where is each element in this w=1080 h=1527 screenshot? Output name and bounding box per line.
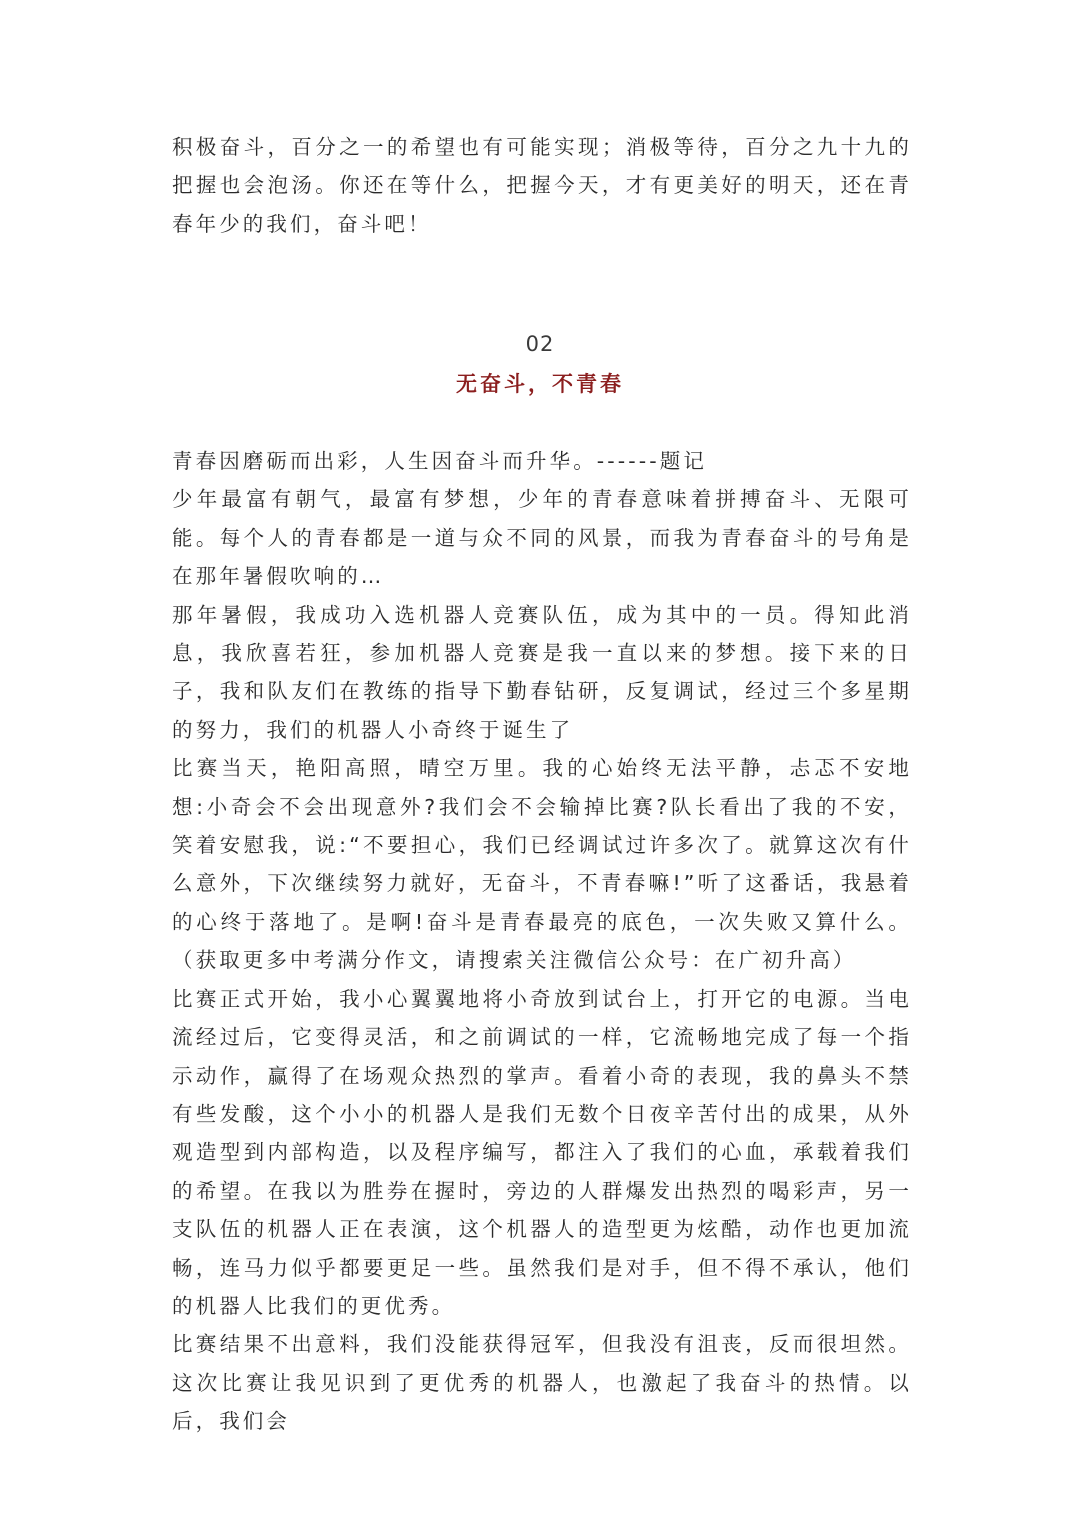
intro-paragraph: 积极奋斗，百分之一的希望也有可能实现；消极等待，百分之九十九的把握也会泡汤。你还在等什么，把握今天，才有更美好的明天，还在青春年少的我们，奋斗吧！ [172,135,912,236]
body-paragraph: 少年最富有朝气，最富有梦想，少年的青春意味着拼搏奋斗、无限可能。每个人的青春都是一道与众不同的风景，而我为青春奋斗的号角是在那年暑假吹响的… [172,487,912,589]
section-number: 02 [525,332,555,356]
body-paragraph: 比赛正式开始，我小心翼翼地将小奇放到试台上，打开它的电源。当电流经过后，它变得灵活，和之前调试的一样，它流畅地完成了每一个指示动作，赢得了在场观众热烈的掌声。看着小奇的表现，我的鼻头不禁有些发酸，这个小小的机器人是我们无数个日夜辛苦付出的成果，从外观造型到内部构造，以及程序编写，都注入了我们的心血，承载着我们的希望。在我以为胜券在握时，旁边的人群爆发出热烈的喝彩声，另一支队伍的机器人正在表演，这个机器人的造型更为炫酷，动作也更加流畅，连马力似乎都要更足一些。虽然我们是对手，但不得不承认，他们的机器人比我们的更优秀。 [172,986,912,1318]
body-paragraph: 那年暑假，我成功入选机器人竞赛队伍，成为其中的一员。得知此消息，我欣喜若狂，参加机器人竞赛是我一直以来的梦想。接下来的日子，我和队友们在教练的指导下勤春钻研，反复调试，经过三个多星期的努力，我们的机器人小奇终于诞生了 [172,602,912,742]
body-paragraph: 比赛当天，艳阳高照，晴空万里。我的心始终无法平静，忐忑不安地想:小奇会不会出现意外?我们会不会输掉比赛?队长看出了我的不安，笑着安慰我，说:“不要担心，我们已经调试过许多次了。就算这次有什么意外，下次继续努力就好，无奋斗，不青春嘛!”听了这番话，我悬着的心终于落地了。是啊!奋斗是青春最亮的底色，一次失败又算什么。（获取更多中考满分作文，请搜索关注微信公众号：在广初升高） [172,756,912,973]
body-paragraph: 比赛结果不出意料，我们没能获得冠军，但我没有沮丧，反而很坦然。这次比赛让我见识到了更优秀的机器人，也激起了我奋斗的热情。以后，我们会 [172,1332,912,1434]
epigraph-paragraph: 青春因磨砺而出彩，人生因奋斗而升华。------题记 [172,449,707,473]
intro-block [172,128,912,243]
essay-body [172,442,912,1441]
section-title: 无奋斗，不青春 [456,372,624,396]
